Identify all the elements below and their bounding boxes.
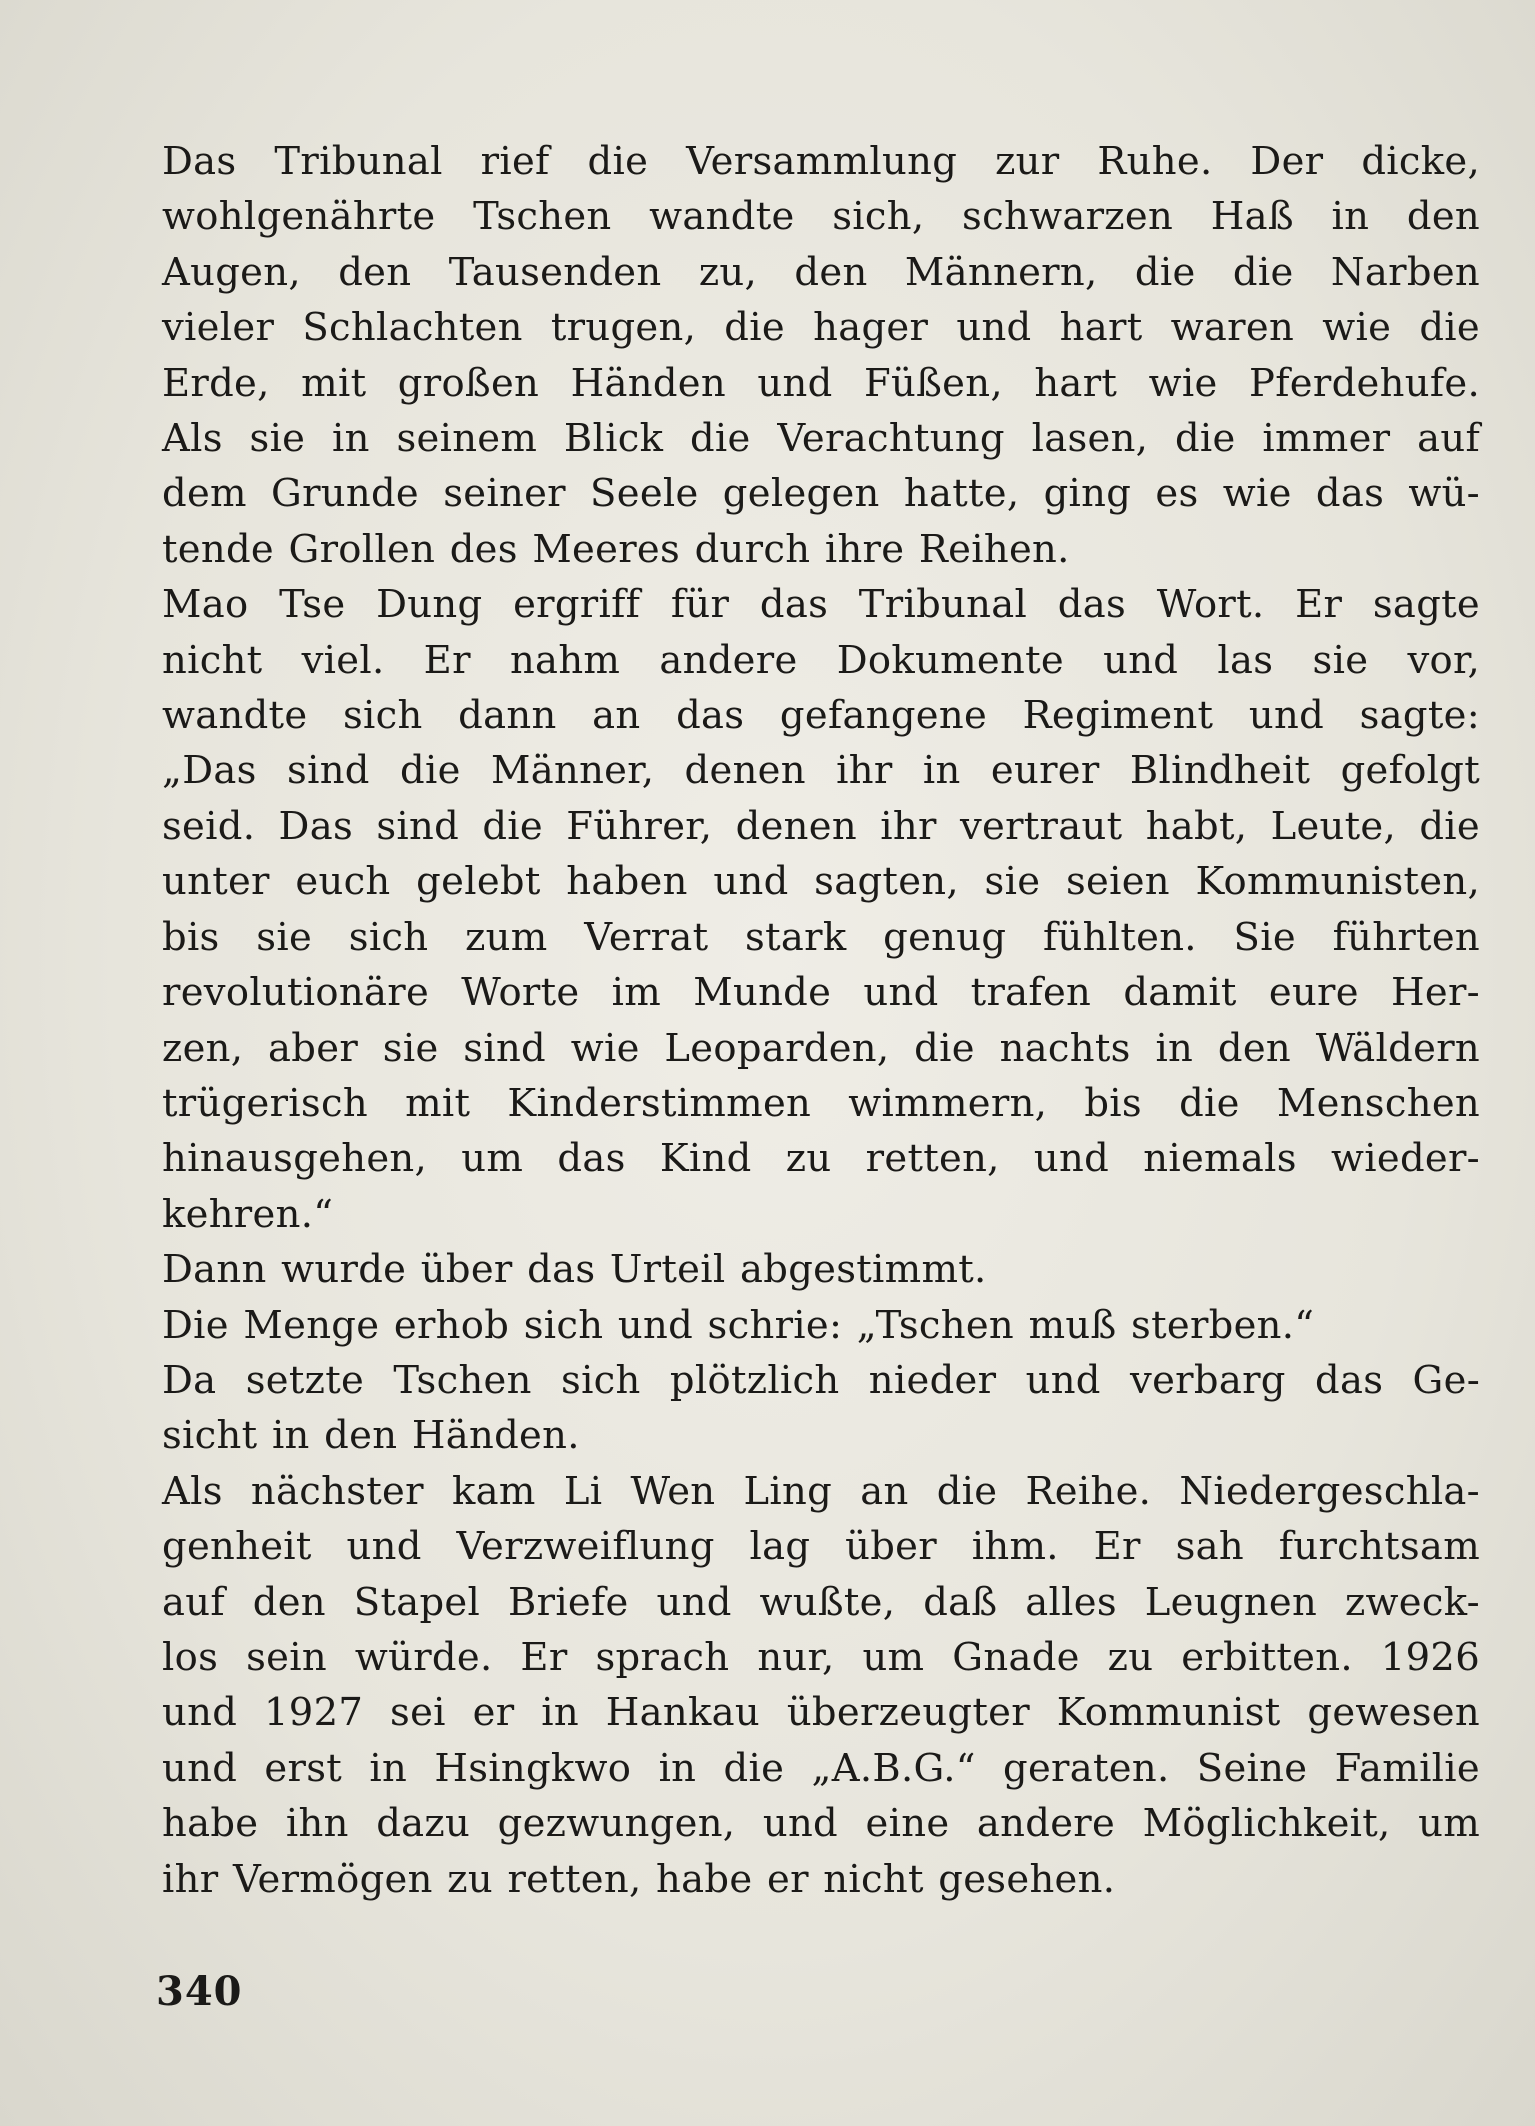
text-line: kehren.“ [162,1191,334,1237]
text-line: los sein würde. Er sprach nur, um Gnade zu erbitten. 1926 [162,1634,1480,1680]
text-line: Augen, den Tausenden zu, den Männern, die die Narben [162,249,1480,295]
paragraph-tschen-sits [162,1353,1480,1464]
text-line: und erst in Hsingkwo in die „A.B.G.“ geraten. Seine Familie [162,1745,1480,1791]
text-line: auf den Stapel Briefe und wußte, daß alles Leugnen zweck- [162,1579,1480,1625]
text-line: Dann wurde über das Urteil abgestimmt. [162,1247,987,1293]
paragraph-li-wen-ling [162,1464,1480,1907]
text-line: wandte sich dann an das gefangene Regiment und sagte: [162,693,1480,739]
paragraph-crowd [162,1298,1480,1353]
body-text [162,134,1480,1907]
text-line: zen, aber sie sind wie Leoparden, die nachts in den Wäldern [162,1025,1480,1071]
text-line: Als nächster kam Li Wen Ling an die Reihe. Niedergeschla- [162,1468,1480,1514]
text-line: hinausgehen, um das Kind zu retten, und niemals wieder- [162,1136,1480,1182]
text-line: Mao Tse Dung ergriff für das Tribunal das Wort. Er sagte [162,582,1480,628]
paragraph-tribunal [162,134,1480,577]
text-line: genheit und Verzweiflung lag über ihm. Er sah furchtsam [162,1524,1480,1570]
text-line: und 1927 sei er in Hankau überzeugter Kommunist gewesen [162,1690,1480,1736]
text-line: Das Tribunal rief die Versammlung zur Ruhe. Der dicke, [162,139,1480,184]
text-line: nicht viel. Er nahm andere Dokumente und las sie vor, [162,637,1480,683]
text-line: trügerisch mit Kinderstimmen wimmern, bis die Menschen [162,1080,1480,1126]
paragraph-vote [162,1242,1480,1297]
text-line: Die Menge erhob sich und schrie: „Tschen muß sterben.“ [162,1302,1315,1348]
text-line: sicht in den Händen. [162,1413,580,1459]
text-line: wohlgenährte Tschen wandte sich, schwarzen Haß in den [162,194,1480,240]
text-line: Erde, mit großen Händen und Füßen, hart wie Pferdehufe. [162,360,1480,406]
text-line: habe ihn dazu gezwungen, und eine andere Möglichkeit, um [162,1801,1480,1847]
text-line: revolutionäre Worte im Munde und trafen damit eure Her- [162,970,1480,1016]
text-line: Als sie in seinem Blick die Verachtung lasen, die immer auf [162,416,1480,462]
text-line: ihr Vermögen zu retten, habe er nicht gesehen. [162,1856,1116,1902]
paragraph-mao-speech [162,577,1480,1242]
text-line: unter euch gelebt haben und sagten, sie seien Kommunisten, [162,859,1480,905]
text-line: Da setzte Tschen sich plötzlich nieder und verbarg das Ge- [162,1357,1480,1403]
text-line: dem Grunde seiner Seele gelegen hatte, ging es wie das wü- [162,471,1480,517]
text-line: „Das sind die Männer, denen ihr in eurer Blindheit gefolgt [162,748,1480,794]
text-line: seid. Das sind die Führer, denen ihr vertraut habt, Leute, die [162,803,1480,849]
text-line: tende Grollen des Meeres durch ihre Reihen. [162,526,1070,572]
text-line: vieler Schlachten trugen, die hager und hart waren wie die [162,305,1480,351]
page-number: 340 [156,1968,243,2015]
text-line: bis sie sich zum Verrat stark genug fühlten. Sie führten [162,914,1480,960]
